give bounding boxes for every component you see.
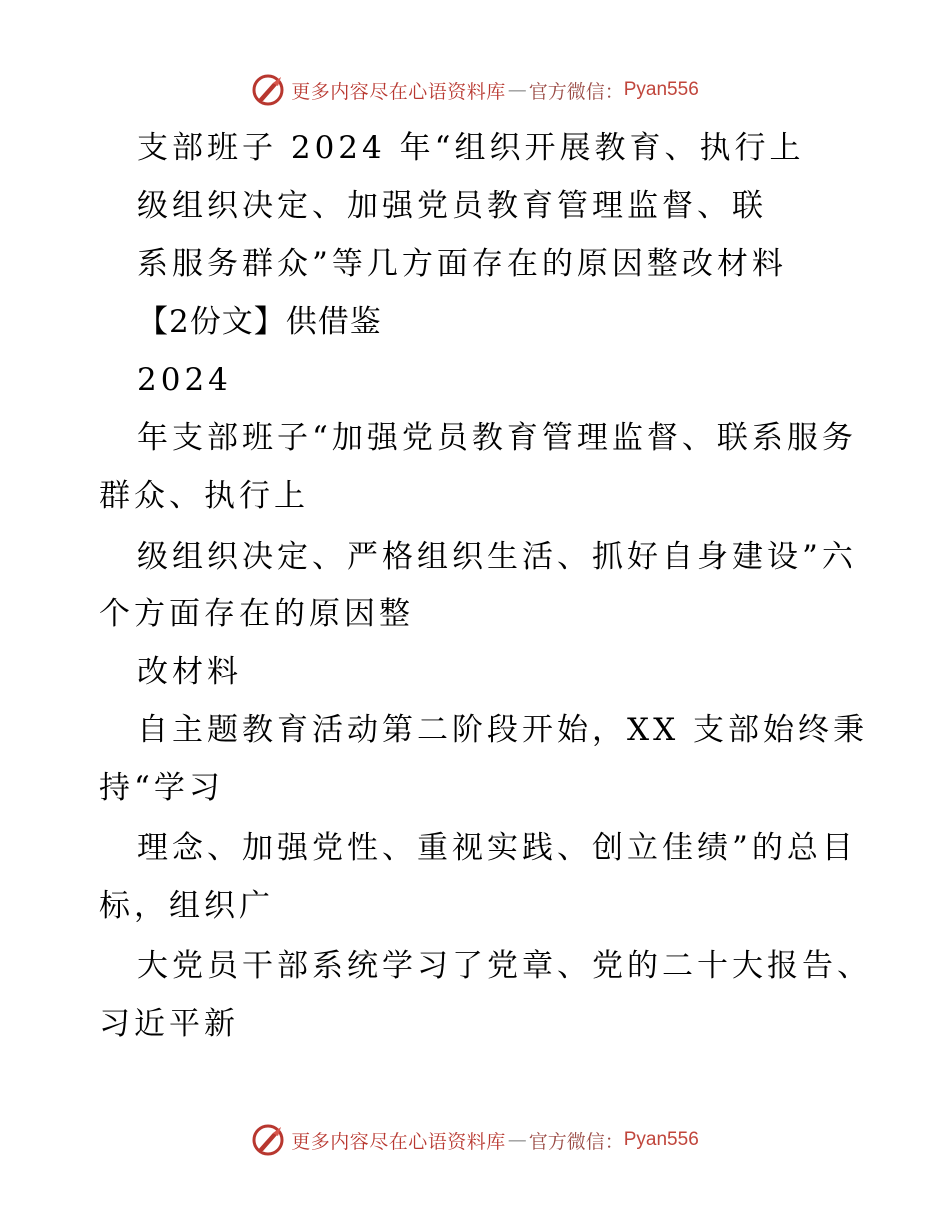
watermark-wechat-id: Pyan556	[623, 79, 699, 100]
footer-watermark	[0, 1120, 950, 1160]
paragraph-line: 个方面存在的原因整	[99, 596, 414, 632]
watermark-main-text: 更多内容尽在心语资料库	[291, 1130, 506, 1153]
watermark-dash: —	[507, 79, 527, 101]
watermark-dash: —	[507, 1129, 527, 1151]
watermark-main-text: 更多内容尽在心语资料库	[291, 80, 506, 103]
paragraph-line: 年支部班子“加强党员教育管理监督、联系服务	[137, 420, 857, 456]
watermark-wechat-label: 官方微信：	[528, 1130, 624, 1153]
watermark-wechat-id: Pyan556	[623, 1129, 699, 1150]
title-line-2: 级组织决定、加强党员教育管理监督、联	[137, 188, 767, 224]
paragraph-line: 理念、加强党性、重视实践、创立佳绩”的总目	[137, 830, 857, 866]
paragraph-line: 大党员干部系统学习了党章、党的二十大报告、	[137, 948, 872, 984]
paragraph-line: 标，组织广	[99, 888, 274, 924]
paragraph-line: 习近平新	[99, 1006, 239, 1042]
paragraph-line: 群众、执行上	[99, 478, 309, 514]
title-line-4: 【2份文】供借鉴	[137, 304, 382, 340]
header-watermark	[0, 70, 950, 110]
paragraph-line: 2024	[137, 362, 232, 398]
title-line-3: 系服务群众”等几方面存在的原因整改材料	[137, 246, 787, 282]
paragraph-line: 自主题教育活动第二阶段开始，XX 支部始终秉	[137, 712, 868, 748]
paragraph-line: 级组织决定、严格组织生活、抓好自身建设”六	[137, 539, 857, 575]
quill-logo-icon	[251, 1123, 285, 1157]
watermark-wechat-label: 官方微信：	[528, 80, 624, 103]
title-line-1: 支部班子 2024 年“组织开展教育、执行上	[137, 130, 805, 166]
paragraph-line: 改材料	[137, 654, 242, 690]
quill-logo-icon	[251, 73, 285, 107]
paragraph-line: 持“学习	[99, 770, 224, 806]
